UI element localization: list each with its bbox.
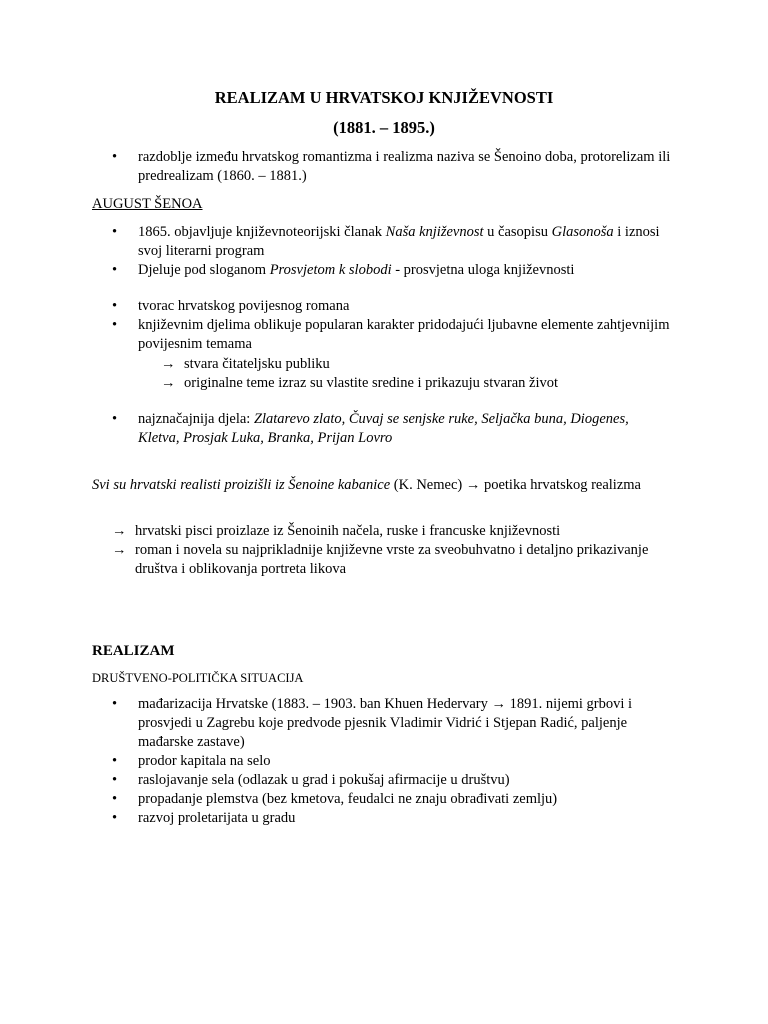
bullet-icon: • [112, 772, 118, 788]
arrow-right-icon: → [161, 356, 176, 372]
list-item: • tvorac hrvatskog povijesnog romana [112, 298, 350, 314]
bullet-icon: • [112, 149, 118, 165]
document-title-years: (1881. – 1895.) [333, 118, 435, 137]
list-item: • propadanje plemstva (bez kmetova, feudalci ne znaju obrađivati zemlju) [112, 791, 558, 807]
list-item: • raslojavanje sela (odlazak u grad i pokušaj afirmacije u društvu) [112, 772, 510, 788]
bullet-icon: • [112, 411, 118, 427]
list-item: • prodor kapitala na selo [112, 753, 271, 769]
section-heading-realizam: REALIZAM [92, 643, 175, 659]
document-title: REALIZAM U HRVATSKOJ KNJIŽEVNOSTI [214, 88, 554, 107]
section-heading-senoa: AUGUST ŠENOA [92, 196, 203, 212]
senoa-sub-arrow-list [161, 355, 681, 393]
list-item: • razdoblje između hrvatskog romantizma i realizma naziva se Šenoino doba, protorelizam ili predrealizam (1860. – 1881.) [112, 149, 671, 184]
list-item: • književnim djelima oblikuje popularan karakter pridodajući ljubavne elemente zahtjevnijim povijesnim temama [112, 317, 670, 352]
section-subheading: DRUŠTVENO-POLITIČKA SITUACIJA [92, 671, 304, 685]
bullet-icon: • [112, 753, 118, 769]
bullet-icon: • [112, 298, 118, 314]
arrow-right-icon: → [112, 542, 127, 558]
bullet-icon: • [112, 791, 118, 807]
bullet-icon: • [112, 317, 118, 333]
bullet-icon: • [112, 810, 118, 826]
list-item: → originalne teme izraz su vlastite sredine i prikazuju stvaran život [161, 375, 559, 391]
senoa-bullet-list-b [112, 297, 672, 354]
bullet-icon: • [112, 696, 118, 712]
arrow-right-icon: → [465, 477, 481, 493]
bullet-icon: • [112, 262, 118, 278]
arrow-right-icon: → [161, 375, 176, 391]
list-item: • Djeluje pod sloganom Prosvjetom k slobodi - prosvjetna uloga književnosti [112, 262, 575, 278]
bullet-icon: • [112, 224, 118, 240]
list-item: → stvara čitateljsku publiku [161, 356, 330, 372]
nemec-quote: Svi su hrvatski realisti proizišli iz Šenoine kabanice (K. Nemec) → poetika hrvatskog realizma [92, 477, 641, 493]
realizam-bullet-list [112, 695, 672, 828]
list-item: • najznačajnija djela: Zlatarevo zlato, Čuvaj se senjske ruke, Seljačka buna, Diogenes, Kletva, Prosjak Luka, Branka, Prijan Lovro [112, 411, 629, 446]
senoa-works-list [112, 410, 672, 448]
list-item: • razvoj proletarijata u gradu [112, 810, 296, 826]
list-item: → hrvatski pisci proizlaze iz Šenoinih načela, ruske i francuske književnosti [112, 523, 561, 539]
arrow-right-icon: → [112, 523, 127, 539]
list-item: → roman i novela su najprikladnije književne vrste za sveobuhvatno i detaljno prikazivanje društva i oblikovanja portreta likova [112, 542, 649, 577]
senoa-bullet-list-a [112, 223, 672, 280]
list-item: • mađarizacija Hrvatske (1883. – 1903. ban Khuen Hedervary → 1891. nijemi grbovi i prosvjedi u Zagrebu koje predvode pjesnik Vladimir Vidrić i Stjepan Radić, paljenje mađarske zastave) [112, 696, 633, 750]
intro-bullet-list [112, 148, 672, 186]
list-item: • 1865. objavljuje književnoteorijski članak Naša književnost u časopisu Glasonoša i iznosi svoj literarni program [112, 224, 660, 259]
quote-arrow-list [112, 522, 682, 579]
